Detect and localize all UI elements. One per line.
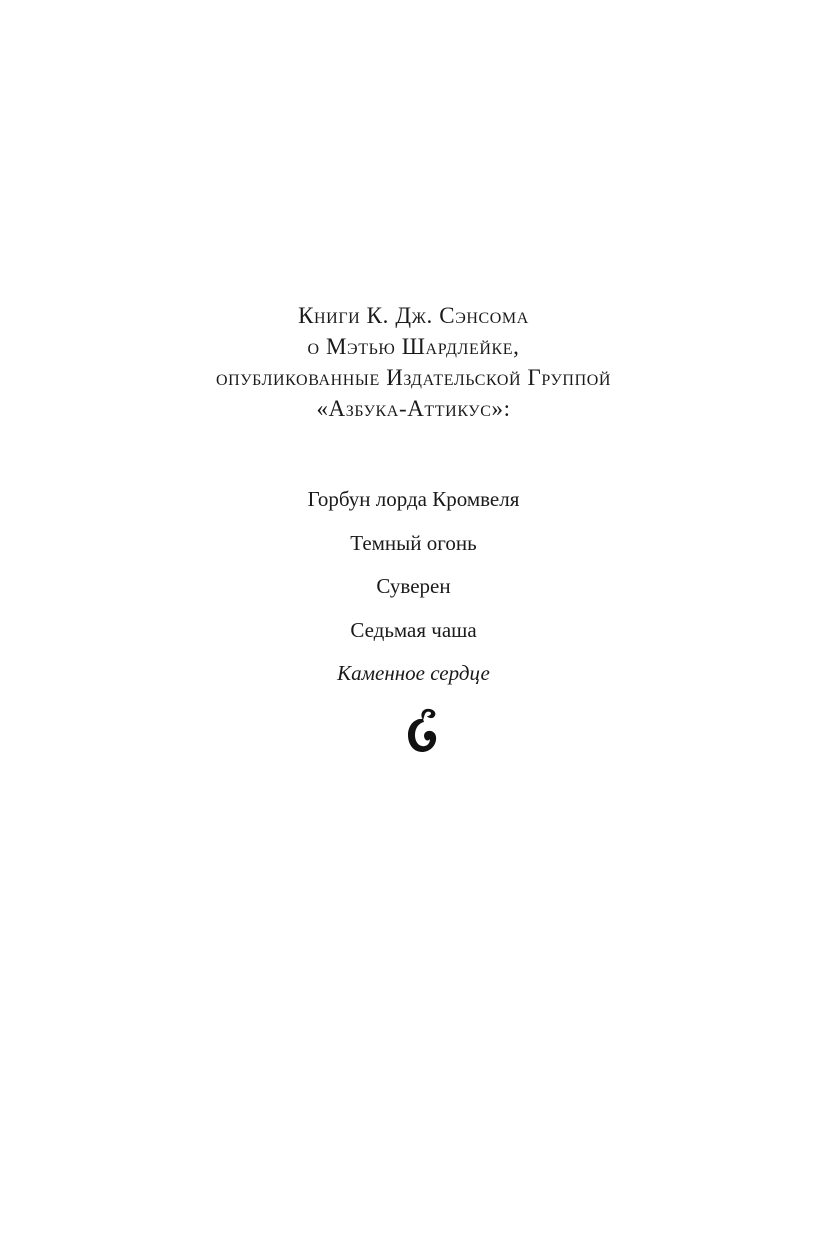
series-heading xyxy=(0,300,827,424)
book-title-italic: Каменное сердце xyxy=(337,661,490,685)
book-list xyxy=(0,484,827,702)
book-title: Суверен xyxy=(376,574,451,598)
heading-line: «Азбука-Аттикус»: xyxy=(316,396,511,421)
heading-line: опубликованные Издательской Группой xyxy=(215,365,612,390)
book-title: Темный огонь xyxy=(350,530,477,555)
publisher-colophon-icon xyxy=(402,706,440,754)
book-title: Горбун лорда Кромвеля xyxy=(307,487,520,511)
book-title: Седьмая чаша xyxy=(350,617,477,642)
heading-line: Книги К. Дж. Сэнсома xyxy=(298,303,529,328)
heading-line: о Мэтью Шардлейке, xyxy=(307,334,520,359)
